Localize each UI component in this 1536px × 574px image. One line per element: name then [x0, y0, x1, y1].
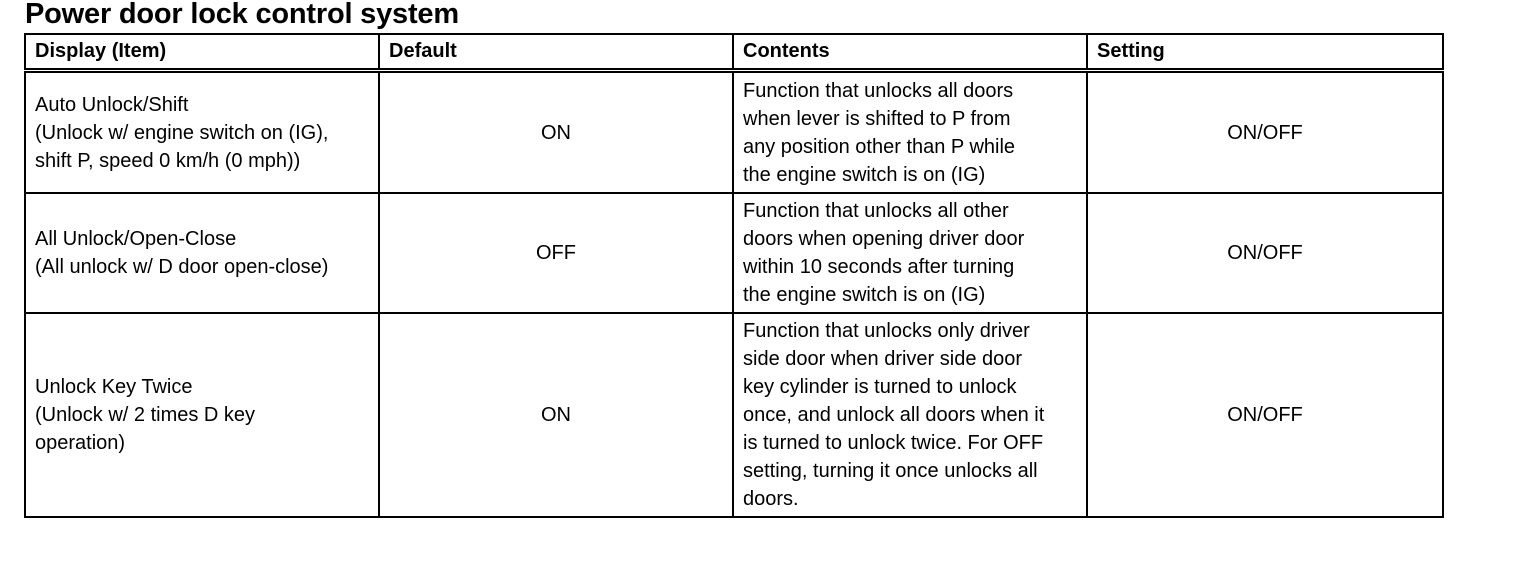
table-header-row	[25, 34, 1443, 71]
default-value-cell: OFF	[379, 193, 733, 313]
display-item-line: Auto Unlock/Shift	[35, 93, 189, 116]
contents-cell	[733, 313, 1087, 517]
contents-cell	[733, 193, 1087, 313]
display-item-line: operation)	[35, 432, 126, 454]
setting-value-cell: ON/OFF	[1087, 313, 1443, 517]
display-item-cell	[25, 193, 379, 313]
contents-line: the engine switch is on (IG)	[743, 163, 986, 186]
setting-value-cell: ON/OFF	[1087, 71, 1443, 194]
display-item-cell	[25, 71, 379, 194]
contents-line: Function that unlocks all other	[743, 200, 1009, 222]
column-header-default: Default	[379, 34, 733, 71]
contents-line: side door when driver side door	[743, 348, 1023, 370]
default-value-cell: ON	[379, 71, 733, 194]
contents-line: Function that unlocks all doors	[743, 79, 1014, 102]
display-item-line: (Unlock w/ engine switch on (IG),	[35, 121, 329, 144]
display-item-line: (All unlock w/ D door open-close)	[35, 256, 329, 278]
contents-line: doors when opening driver door	[743, 228, 1025, 250]
display-item-line: shift P, speed 0 km/h (0 mph))	[35, 149, 301, 172]
table-row	[25, 313, 1443, 517]
contents-line: Function that unlocks only driver	[743, 320, 1030, 342]
display-item-line: All Unlock/Open-Close	[35, 228, 237, 250]
contents-line: the engine switch is on (IG)	[743, 284, 986, 306]
contents-cell	[733, 71, 1087, 194]
contents-line: setting, turning it once unlocks all	[743, 460, 1038, 482]
contents-line: key cylinder is turned to unlock	[743, 376, 1017, 398]
contents-line: is turned to unlock twice. For OFF	[743, 432, 1044, 454]
table-row	[25, 193, 1443, 313]
setting-value-cell: ON/OFF	[1087, 193, 1443, 313]
display-item-line: (Unlock w/ 2 times D key	[35, 404, 256, 426]
display-item-line: Unlock Key Twice	[35, 376, 193, 398]
contents-line: once, and unlock all doors when it	[743, 404, 1045, 426]
contents-line: within 10 seconds after turning	[743, 256, 1015, 278]
column-header-display: Display (Item)	[25, 34, 379, 71]
page-title: Power door lock control system	[25, 0, 459, 30]
contents-line: any position other than P while	[743, 135, 1016, 158]
default-value-cell: ON	[379, 313, 733, 517]
contents-line: when lever is shifted to P from	[743, 107, 1011, 130]
settings-table	[24, 33, 1444, 518]
column-header-setting: Setting	[1087, 34, 1443, 71]
contents-line: doors.	[743, 488, 799, 510]
column-header-contents: Contents	[733, 34, 1087, 71]
table-row	[25, 71, 1443, 194]
display-item-cell	[25, 313, 379, 517]
